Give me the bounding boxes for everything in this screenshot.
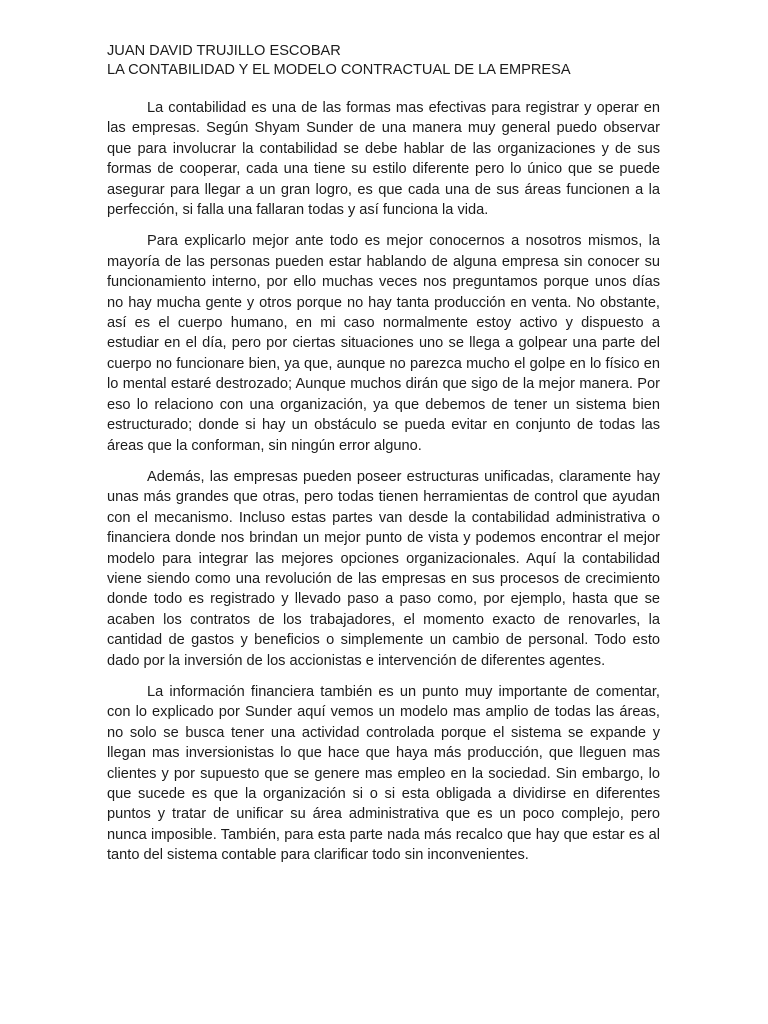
paragraph-3: Además, las empresas pueden poseer estructuras unificadas, claramente hay unas más grandes que otras, pero todas tienen herramientas de control que ayudan con el mecanismo. Incluso estas partes van desde la contabilidad administrativa o financiera donde nos brindan un mejor punto de vista y podemos encontrar el mejor modelo para integrar las mejores opciones organizacionales. Aquí la contabilidad viene siendo como una revolución de las empresas en sus procesos de crecimiento donde todo es registrado y llevado paso a paso como, por ejemplo, hasta que se acaben los contratos de los trabajadores, el momento exacto de renovarles, la cantidad de gastos y beneficios o simplemente un cambio de personal. Todo esto dado por la inversión de los accionistas e intervención de diferentes agentes. [107, 468, 660, 669]
paragraph-1: La contabilidad es una de las formas mas efectivas para registrar y operar en las empresas. Según Shyam Sunder de una manera muy general puedo observar que para involucrar la contabilidad se debe hablar de las organizaciones y de sus formas de cooperar, cada una tiene su estilo diferente pero lo único que se puede asegurar para llegar a un gran logro, es que cada una de sus áreas funcionen a la perfección, si falla una fallaran todas y así funciona la vida. [107, 100, 660, 219]
document-page [107, 42, 660, 877]
document-body [107, 98, 660, 866]
author-name: JUAN DAVID TRUJILLO ESCOBAR [107, 43, 341, 59]
document-title: LA CONTABILIDAD Y EL MODELO CONTRACTUAL DE LA EMPRESA [107, 62, 571, 78]
paragraph-2: Para explicarlo mejor ante todo es mejor conocernos a nosotros mismos, la mayoría de las personas pueden estar hablando de alguna empresa sin conocer su funcionamiento interno, por ello muchas veces nos preguntamos porque unos días no hay mucha gente y otros porque no hay tanta producción en venta. No obstante, así es el cuerpo humano, en mi caso normalmente estoy activo y dispuesto a estudiar en el día, pero por ciertas situaciones uno se llega a golpear una parte del cuerpo no funcionare bien, ya que, aunque no parezca mucho el golpe en lo físico en lo mental estaré destrozado; Aunque muchos dirán que sigo de la mejor manera. Por eso lo relaciono con una organización, ya que debemos de tener un sistema bien estructurado; donde si hay un obstáculo se pueda evitar en conjunto de todas las áreas que la conforman, sin ningún error alguno. [107, 233, 660, 454]
paragraph-4: La información financiera también es un punto muy importante de comentar, con lo explicado por Sunder aquí vemos un modelo mas amplio de todas las áreas, no solo se busca tener una actividad controlada porque el sistema se expande y llegan mas inversionistas lo que hace que haya más producción, que lleguen mas clientes y por supuesto que se genere mas empleo en la sociedad. Sin embargo, lo que sucede es que la organización si o si esta obligada a dividirse en diferentes puntos y tratar de unificar su área administrativa que es un poco complejo, pero nunca imposible. También, para esta parte nada más recalco que hay que estar es al tanto del sistema contable para clarificar todo sin inconvenientes. [107, 683, 660, 864]
